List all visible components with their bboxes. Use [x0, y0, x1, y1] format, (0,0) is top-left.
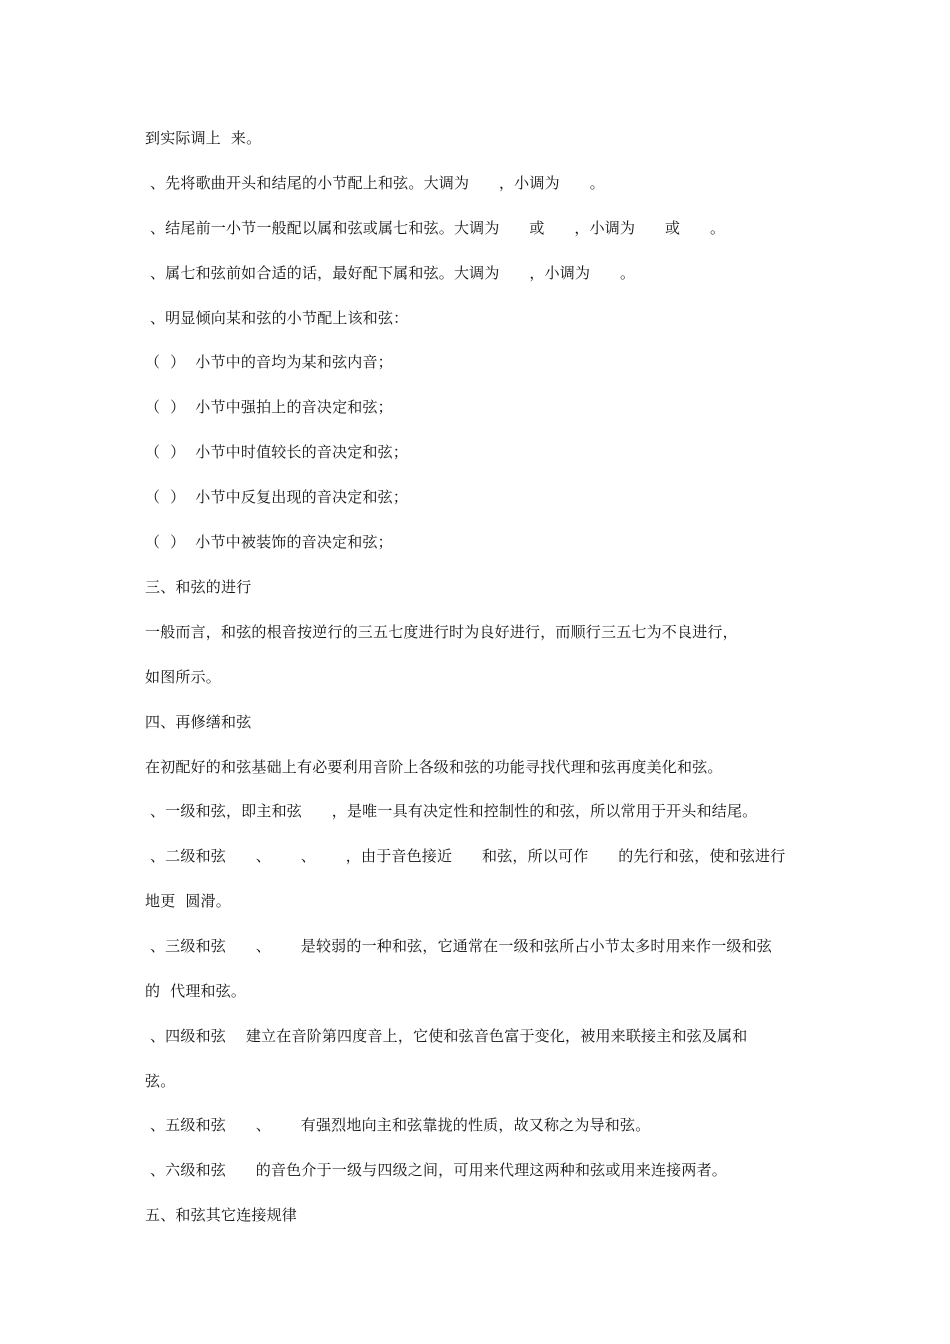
text-line: 的 代理和弦。 — [145, 982, 247, 1000]
text-line: 、四级和弦 建立在音阶第四度音上，它使和弦音色富于变化，被用来联接主和弦及属和 — [145, 1027, 748, 1045]
text-line: 弦。 — [145, 1072, 176, 1090]
list-item: （ ） 小节中的音均为某和弦内音； — [145, 353, 393, 371]
text-line: 、一级和弦，即主和弦 ，是唯一具有决定性和控制性的和弦，所以常用于开头和结尾。 — [145, 802, 758, 820]
text-line: 、二级和弦 、 、 ，由于音色接近 和弦，所以可作 的先行和弦，使和弦进行 — [145, 847, 786, 865]
text-line: 、三级和弦 、 是较弱的一种和弦，它通常在一级和弦所占小节太多时用来作一级和弦 — [145, 937, 772, 955]
text-line: 、五级和弦 、 有强烈地向主和弦靠拢的性质，故又称之为导和弦。 — [145, 1116, 651, 1134]
list-item: （ ） 小节中强拍上的音决定和弦； — [145, 398, 393, 416]
list-item: （ ） 小节中反复出现的音决定和弦； — [145, 488, 409, 506]
text-line: 、明显倾向某和弦的小节配上该和弦： — [145, 309, 409, 327]
section-heading: 五、和弦其它连接规律 — [145, 1206, 298, 1224]
text-line: 、六级和弦 的音色介于一级与四级之间，可用来代理这两种和弦或用来连接两者。 — [145, 1161, 727, 1179]
text-line: 如图所示。 — [145, 668, 222, 686]
list-item: （ ） 小节中被装饰的音决定和弦； — [145, 533, 393, 551]
text-line: 一般而言，和弦的根音按逆行的三五七度进行时为良好进行，而顺行三五七为不良进行， — [145, 623, 738, 641]
text-line: 、属七和弦前如合适的话，最好配下属和弦。大调为 ，小调为 。 — [145, 264, 636, 282]
list-item: （ ） 小节中时值较长的音决定和弦； — [145, 443, 409, 461]
text-line: 地更 圆滑。 — [145, 892, 231, 910]
text-line: 在初配好的和弦基础上有必要利用音阶上各级和弦的功能寻找代理和弦再度美化和弦。 — [145, 758, 723, 776]
text-line: 、结尾前一小节一般配以属和弦或属七和弦。大调为 或 ，小调为 或 。 — [145, 219, 726, 237]
section-heading: 四、再修缮和弦 — [145, 713, 252, 731]
text-line: 、先将歌曲开头和结尾的小节配上和弦。大调为 ，小调为 。 — [145, 174, 605, 192]
section-heading: 三、和弦的进行 — [145, 578, 252, 596]
text-line: 到实际调上 来。 — [145, 129, 262, 147]
